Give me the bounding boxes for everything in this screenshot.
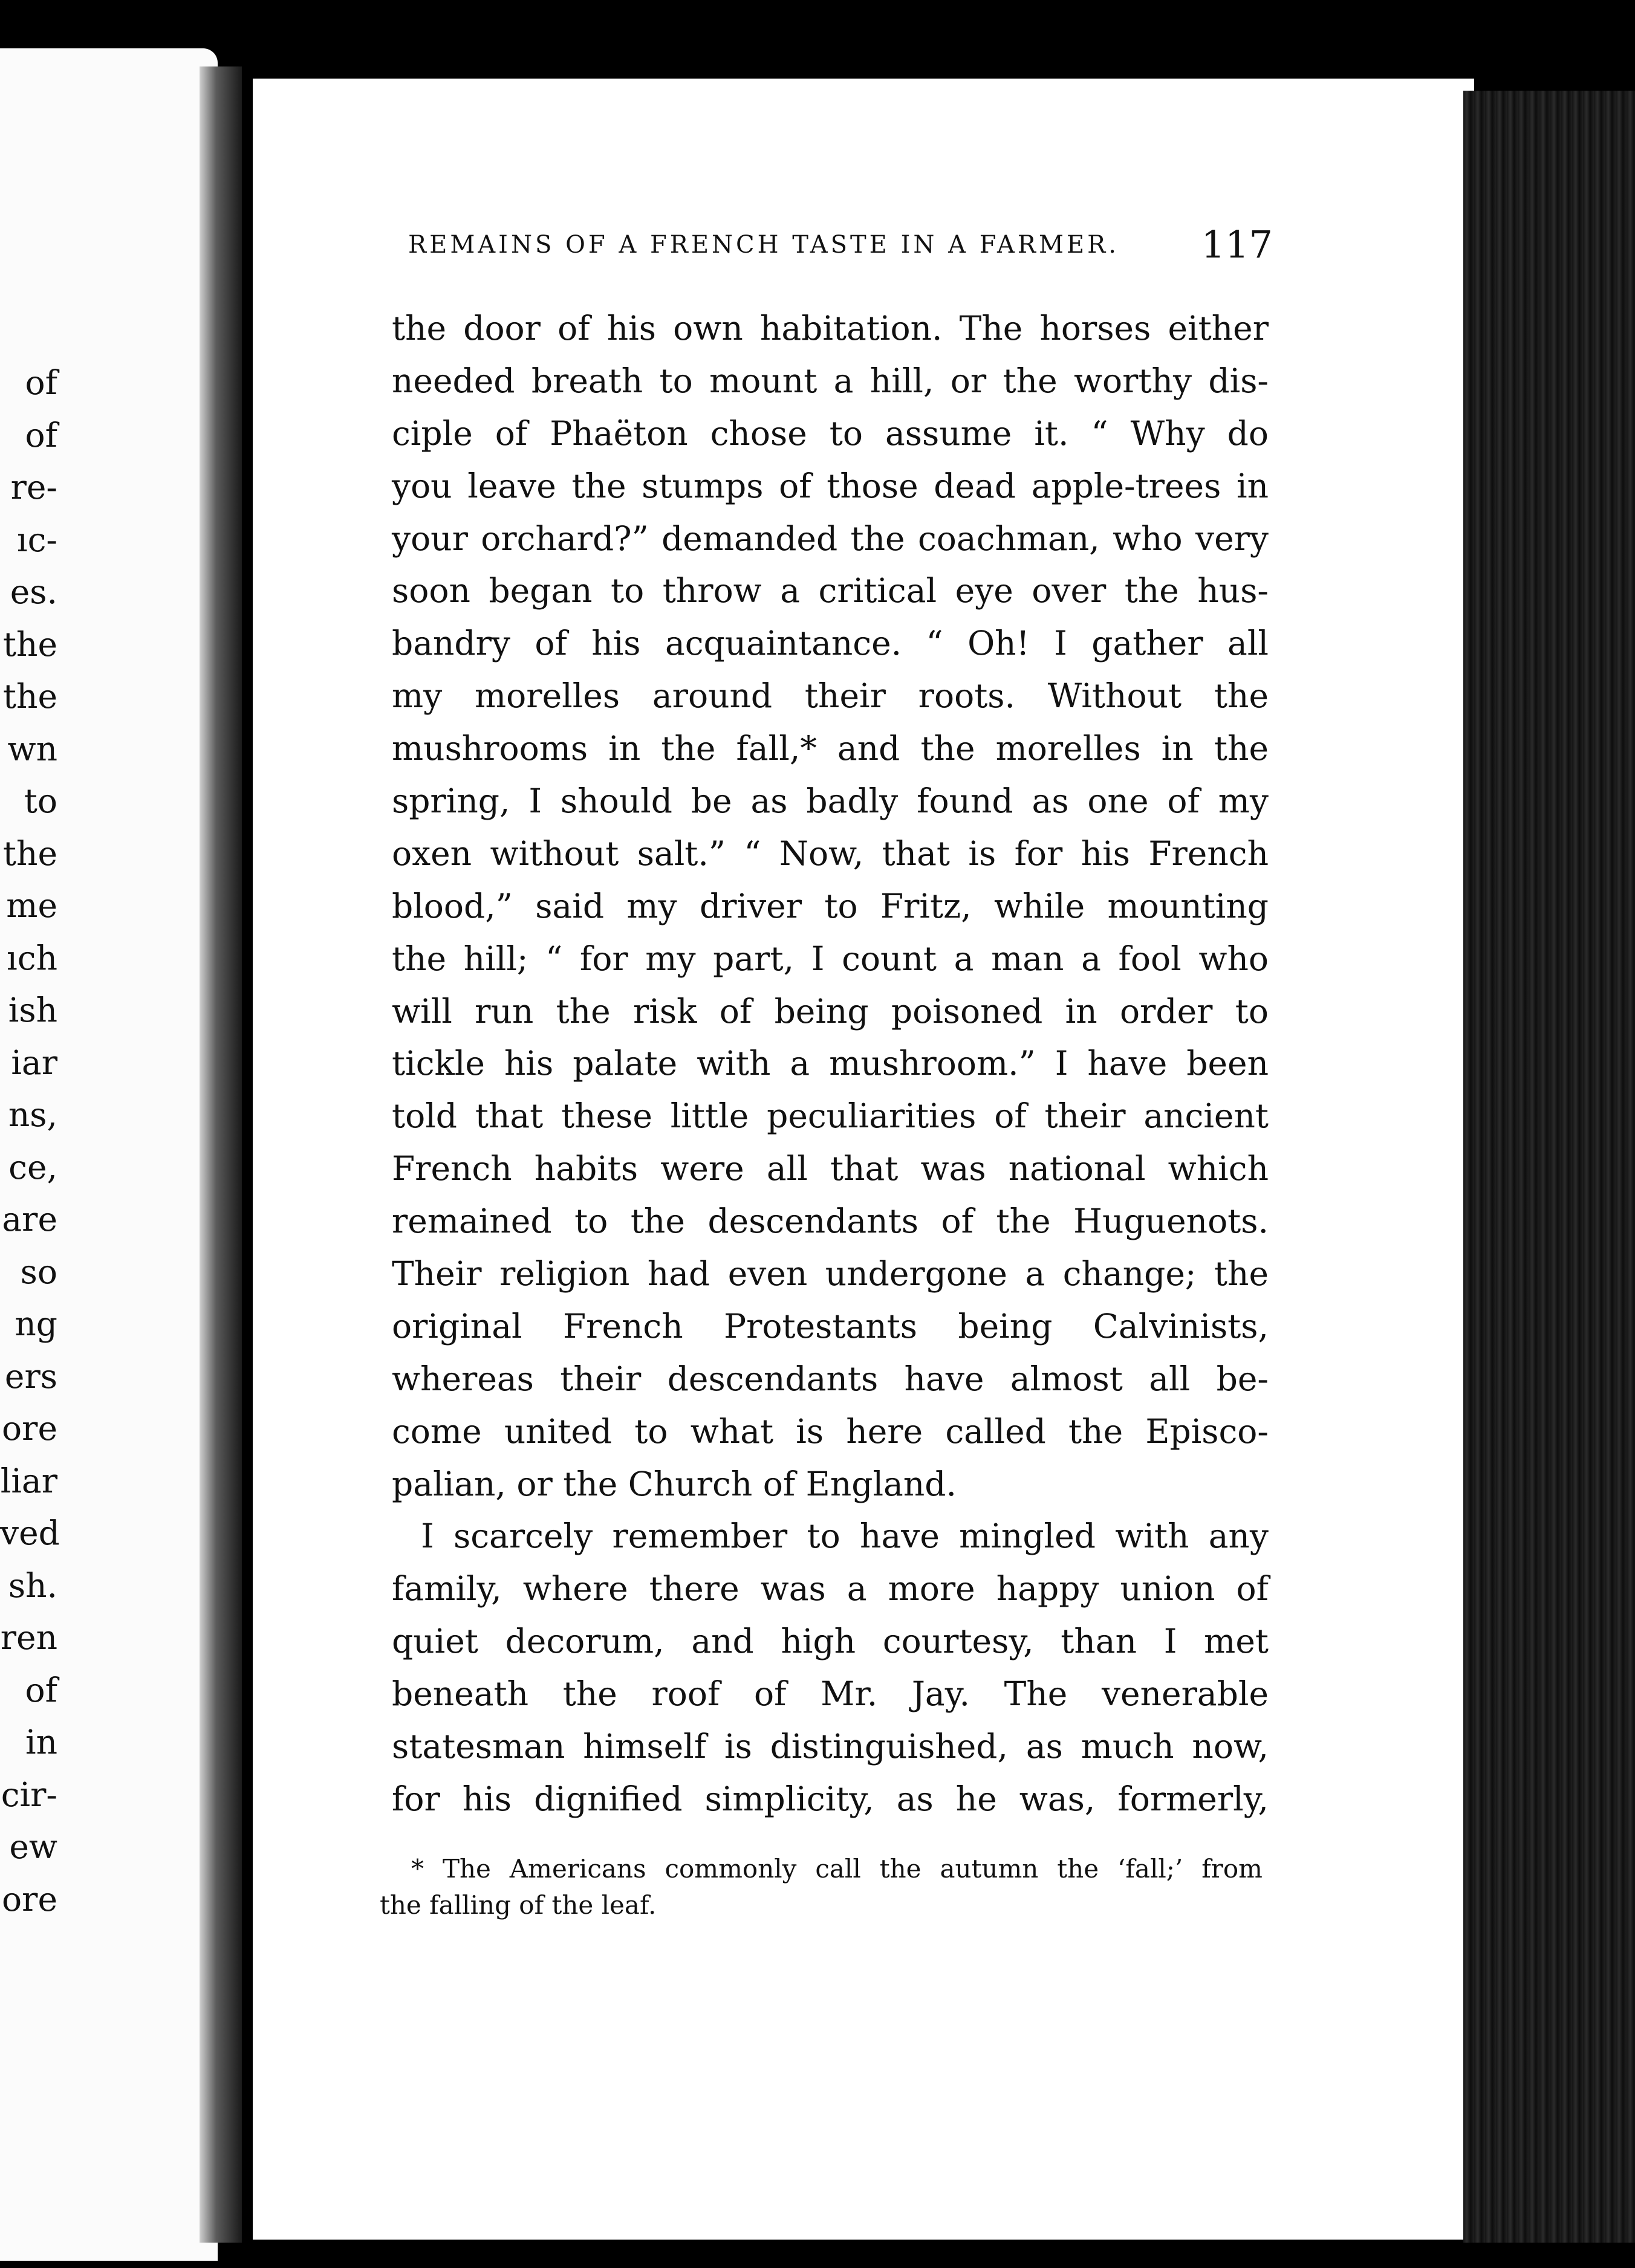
text-line: spring, I should be as badly found as one of my — [392, 782, 1269, 821]
left-fragment: ish — [8, 991, 57, 1029]
left-fragment: ren — [0, 1618, 57, 1657]
left-fragment: ıch — [7, 938, 57, 977]
left-fragment: of — [25, 1670, 57, 1709]
left-fragment: ore — [2, 1409, 57, 1448]
left-fragment: ved — [0, 1514, 60, 1552]
running-head-title: REMAINS OF A FRENCH TASTE IN A FARMER. — [408, 231, 1119, 259]
text-line: the hill; “ for my part, I count a man a fool who — [392, 939, 1269, 978]
left-fragment: ıc- — [17, 520, 57, 559]
left-fragment: ns, — [8, 1095, 57, 1134]
text-line: you leave the stumps of those dead apple-trees in — [392, 466, 1269, 505]
left-fragment: to — [24, 782, 57, 820]
text-line: original French Protestants being Calvinists, — [392, 1306, 1269, 1346]
text-line: soon began to throw a critical eye over the hus- — [392, 571, 1269, 611]
text-line: the door of his own habitation. The horses either — [392, 309, 1269, 348]
left-fragment: ce, — [8, 1147, 57, 1187]
footnote — [380, 1851, 1263, 1923]
text-line: remained to the descendants of the Huguenots. — [392, 1202, 1269, 1241]
text-line: your orchard?” demanded the coachman, who very — [392, 519, 1269, 558]
footnote-line: * The Americans commonly call the autumn the ‘fall;’ from — [411, 1854, 1263, 1884]
text-line: quiet decorum, and high courtesy, than I met — [392, 1622, 1269, 1661]
text-line: family, where there was a more happy union of — [392, 1569, 1269, 1609]
left-fragment: liar — [0, 1461, 57, 1500]
left-fragment: sh. — [8, 1566, 57, 1605]
text-line: beneath the roof of Mr. Jay. The venerable — [392, 1674, 1269, 1714]
left-fragment: ers — [4, 1356, 57, 1396]
left-fragment: so — [20, 1252, 57, 1291]
left-fragment: ng — [15, 1304, 57, 1343]
text-line: come united to what is here called the Episco- — [392, 1411, 1269, 1451]
left-fragment: cir- — [1, 1775, 57, 1814]
footnote-line: the falling of the leaf. — [380, 1890, 657, 1920]
left-fragment: wn — [7, 729, 57, 768]
text-line: oxen without salt.” “ Now, that is for his French — [392, 834, 1269, 873]
text-line: bandry of his acquaintance. “ Oh! I gather all — [392, 624, 1269, 663]
left-fragment: in — [25, 1723, 57, 1761]
left-fragment: re- — [10, 468, 57, 507]
text-line: for his dignified simplicity, as he was, formerly, — [392, 1779, 1269, 1818]
left-fragment: me — [6, 886, 57, 925]
left-fragment: of — [25, 415, 57, 455]
left-fragment: iar — [11, 1043, 57, 1082]
left-fragment: ore — [2, 1879, 57, 1919]
left-fragment: are — [2, 1200, 57, 1239]
text-line: needed breath to mount a hill, or the worthy dis- — [392, 361, 1269, 400]
running-head — [408, 222, 1273, 271]
left-fragment: ew — [9, 1827, 57, 1866]
body-text — [392, 302, 1269, 1826]
text-line-paragraph-end: palian, or the Church of England. — [392, 1464, 957, 1503]
text-line: whereas their descendants have almost all be- — [392, 1359, 1269, 1398]
text-line: mushrooms in the fall,* and the morelles in the — [392, 729, 1269, 768]
text-line: French habits were all that was national which — [392, 1149, 1269, 1188]
left-fragment: es. — [10, 572, 57, 611]
text-line: my morelles around their roots. Without the — [392, 676, 1269, 716]
text-line: Their religion had even undergone a change; the — [392, 1254, 1269, 1294]
text-line: statesman himself is distinguished, as much now, — [392, 1727, 1269, 1766]
text-line: told that these little peculiarities of their ancient — [392, 1097, 1269, 1136]
text-line-paragraph-start: I scarcely remember to have mingled with any — [421, 1517, 1269, 1556]
text-line: blood,” said my driver to Fritz, while mounting — [392, 886, 1269, 925]
left-fragment: the — [2, 834, 57, 873]
left-facing-page — [0, 48, 218, 2261]
book-gutter-shadow — [200, 66, 242, 2243]
left-fragment: of — [25, 363, 57, 402]
page-number: 117 — [1201, 222, 1273, 267]
page-edges-stack — [1463, 91, 1635, 2243]
text-line: will run the risk of being poisoned in order to — [392, 991, 1269, 1031]
left-fragment: the — [2, 624, 57, 664]
left-fragment: the — [2, 677, 57, 716]
text-line: ciple of Phaëton chose to assume it. “ Why do — [392, 413, 1269, 453]
left-page-line-fragments — [0, 357, 60, 1925]
text-line: tickle his palate with a mushroom.” I have been — [392, 1044, 1269, 1083]
